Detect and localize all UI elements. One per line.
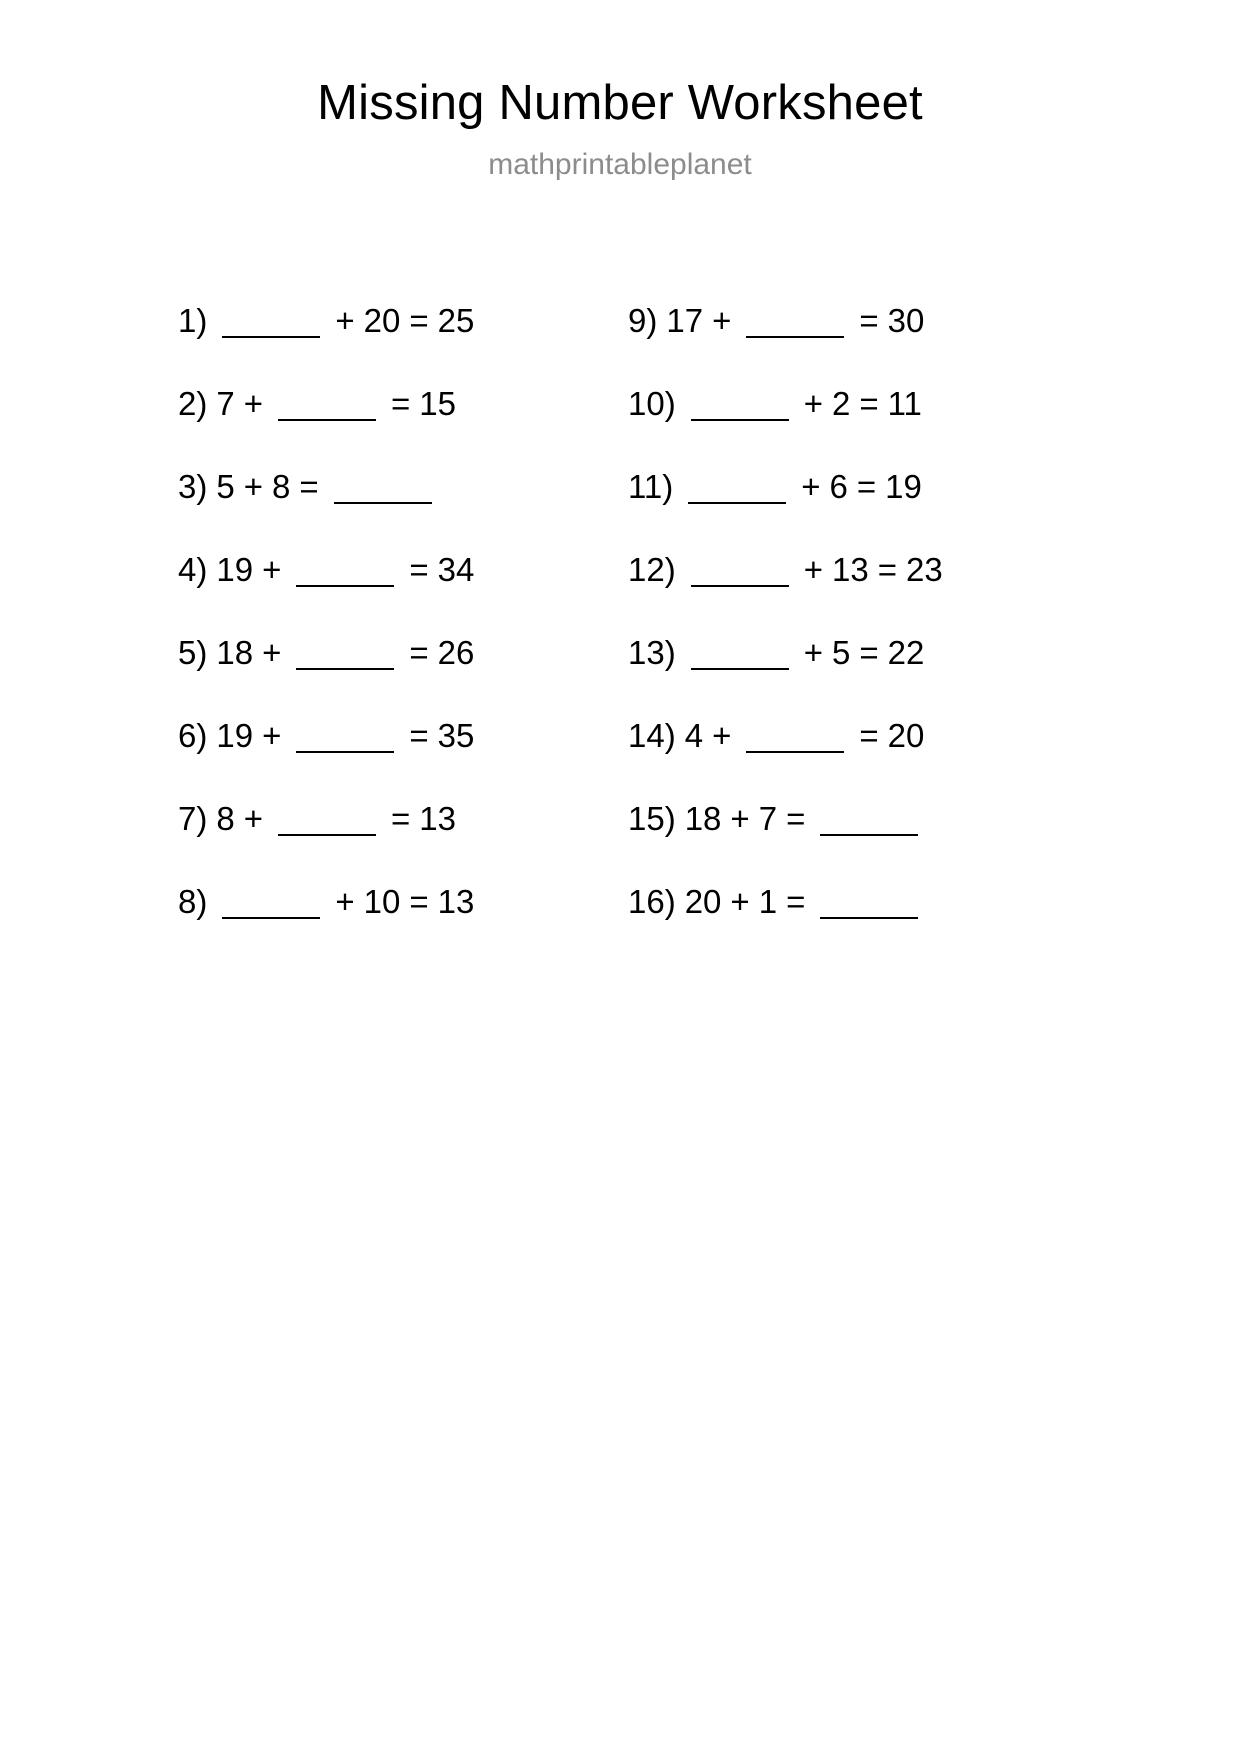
problem-number: 7) xyxy=(178,800,208,837)
answer-blank[interactable] xyxy=(278,389,376,421)
problem-row xyxy=(178,300,628,383)
answer-blank[interactable] xyxy=(691,555,789,587)
plus-operator: + xyxy=(712,302,732,339)
answer-blank[interactable] xyxy=(820,887,918,919)
problem-number: 3) xyxy=(178,468,208,505)
answer-blank[interactable] xyxy=(746,306,844,338)
answer-blank[interactable] xyxy=(296,721,394,753)
plus-operator: + xyxy=(801,468,821,505)
equals-operator: = xyxy=(409,883,429,920)
equals-operator: = xyxy=(409,634,429,671)
equals-operator: = xyxy=(409,302,429,339)
equals-operator: = xyxy=(856,468,877,505)
answer-blank[interactable] xyxy=(296,638,394,670)
problem-number: 10) xyxy=(628,385,676,422)
problem-result: 23 xyxy=(905,551,943,588)
plus-operator: + xyxy=(335,883,355,920)
plus-operator: + xyxy=(730,800,750,837)
problem-number: 4) xyxy=(178,551,208,588)
plus-operator: + xyxy=(243,385,263,422)
page-title: Missing Number Worksheet xyxy=(317,76,923,130)
equals-operator: = xyxy=(786,800,806,837)
problem-number: 12) xyxy=(628,551,676,588)
plus-operator: + xyxy=(243,468,263,505)
answer-blank[interactable] xyxy=(334,472,432,504)
plus-operator: + xyxy=(803,634,823,671)
answer-blank[interactable] xyxy=(296,555,394,587)
problem-number: 8) xyxy=(178,883,208,920)
answer-blank[interactable] xyxy=(222,306,320,338)
problem-row xyxy=(628,466,1078,549)
answer-blank[interactable] xyxy=(746,721,844,753)
equals-operator: = xyxy=(859,302,879,339)
operand-second: 5 xyxy=(831,634,851,671)
problem-result: 11 xyxy=(887,385,922,422)
problem-row xyxy=(628,881,1078,964)
problem-row xyxy=(628,300,1078,383)
operand-second: 1 xyxy=(758,883,778,920)
operand-first: 17 xyxy=(666,302,704,339)
plus-operator: + xyxy=(335,302,355,339)
operand-second: 8 xyxy=(271,468,291,505)
problem-number: 6) xyxy=(178,717,208,754)
problem-result: 34 xyxy=(437,551,475,588)
problem-number: 16) xyxy=(628,883,676,920)
operand-first: 8 xyxy=(216,800,235,837)
operand-second: 7 xyxy=(758,800,778,837)
problem-number: 13) xyxy=(628,634,676,671)
plus-operator: + xyxy=(803,385,823,422)
answer-blank[interactable] xyxy=(691,638,789,670)
operand-first: 19 xyxy=(216,717,254,754)
equals-operator: = xyxy=(390,385,411,422)
equals-operator: = xyxy=(877,551,897,588)
operand-second: 20 xyxy=(363,302,401,339)
problem-number: 5) xyxy=(178,634,208,671)
problem-row xyxy=(178,549,628,632)
right-column xyxy=(628,300,1078,964)
problem-result: 20 xyxy=(887,717,925,754)
problem-result: 26 xyxy=(437,634,475,671)
problem-row xyxy=(178,383,628,466)
problem-number: 14) xyxy=(628,717,676,754)
plus-operator: + xyxy=(730,883,750,920)
operand-first: 5 xyxy=(216,468,235,505)
equals-operator: = xyxy=(786,883,806,920)
operand-second: 2 xyxy=(831,385,851,422)
page-subtitle: mathprintableplanet xyxy=(488,148,752,182)
plus-operator: + xyxy=(803,551,823,588)
problem-row xyxy=(628,549,1078,632)
problem-number: 1) xyxy=(178,302,208,339)
problem-row xyxy=(628,798,1078,881)
problem-result: 15 xyxy=(419,385,456,422)
problem-row xyxy=(178,715,628,798)
worksheet-header xyxy=(0,0,1240,181)
problem-number: 15) xyxy=(628,800,676,837)
operand-first: 19 xyxy=(216,551,254,588)
operand-second: 10 xyxy=(363,883,401,920)
problem-number: 2) xyxy=(178,385,208,422)
problem-result: 13 xyxy=(437,883,475,920)
operand-first: 20 xyxy=(684,883,722,920)
plus-operator: + xyxy=(712,717,732,754)
problem-row xyxy=(178,798,628,881)
equals-operator: = xyxy=(409,717,429,754)
left-column xyxy=(178,300,628,964)
answer-blank[interactable] xyxy=(820,804,918,836)
plus-operator: + xyxy=(243,800,263,837)
problem-row xyxy=(628,383,1078,466)
operand-first: 4 xyxy=(684,717,704,754)
operand-first: 7 xyxy=(216,385,235,422)
operand-second: 13 xyxy=(831,551,869,588)
problem-number: 9) xyxy=(628,302,658,339)
answer-blank[interactable] xyxy=(222,887,320,919)
operand-first: 18 xyxy=(216,634,254,671)
problem-result: 30 xyxy=(887,302,925,339)
problem-result: 25 xyxy=(437,302,475,339)
problem-result: 13 xyxy=(419,800,456,837)
problem-row xyxy=(628,715,1078,798)
equals-operator: = xyxy=(409,551,429,588)
answer-blank[interactable] xyxy=(688,472,786,504)
plus-operator: + xyxy=(262,634,282,671)
problem-row xyxy=(178,632,628,715)
problem-result: 35 xyxy=(437,717,475,754)
operand-first: 18 xyxy=(684,800,722,837)
problem-row xyxy=(628,632,1078,715)
problem-result: 19 xyxy=(885,468,922,505)
equals-operator: = xyxy=(859,385,879,422)
plus-operator: + xyxy=(262,551,282,588)
problems-grid xyxy=(0,300,1240,964)
answer-blank[interactable] xyxy=(278,804,376,836)
operand-second: 6 xyxy=(829,468,848,505)
answer-blank[interactable] xyxy=(691,389,789,421)
equals-operator: = xyxy=(299,468,319,505)
problem-result: 22 xyxy=(887,634,925,671)
problem-row xyxy=(178,881,628,964)
problem-row xyxy=(178,466,628,549)
plus-operator: + xyxy=(262,717,282,754)
equals-operator: = xyxy=(390,800,411,837)
equals-operator: = xyxy=(859,717,879,754)
equals-operator: = xyxy=(859,634,879,671)
problem-number: 11) xyxy=(628,468,674,505)
